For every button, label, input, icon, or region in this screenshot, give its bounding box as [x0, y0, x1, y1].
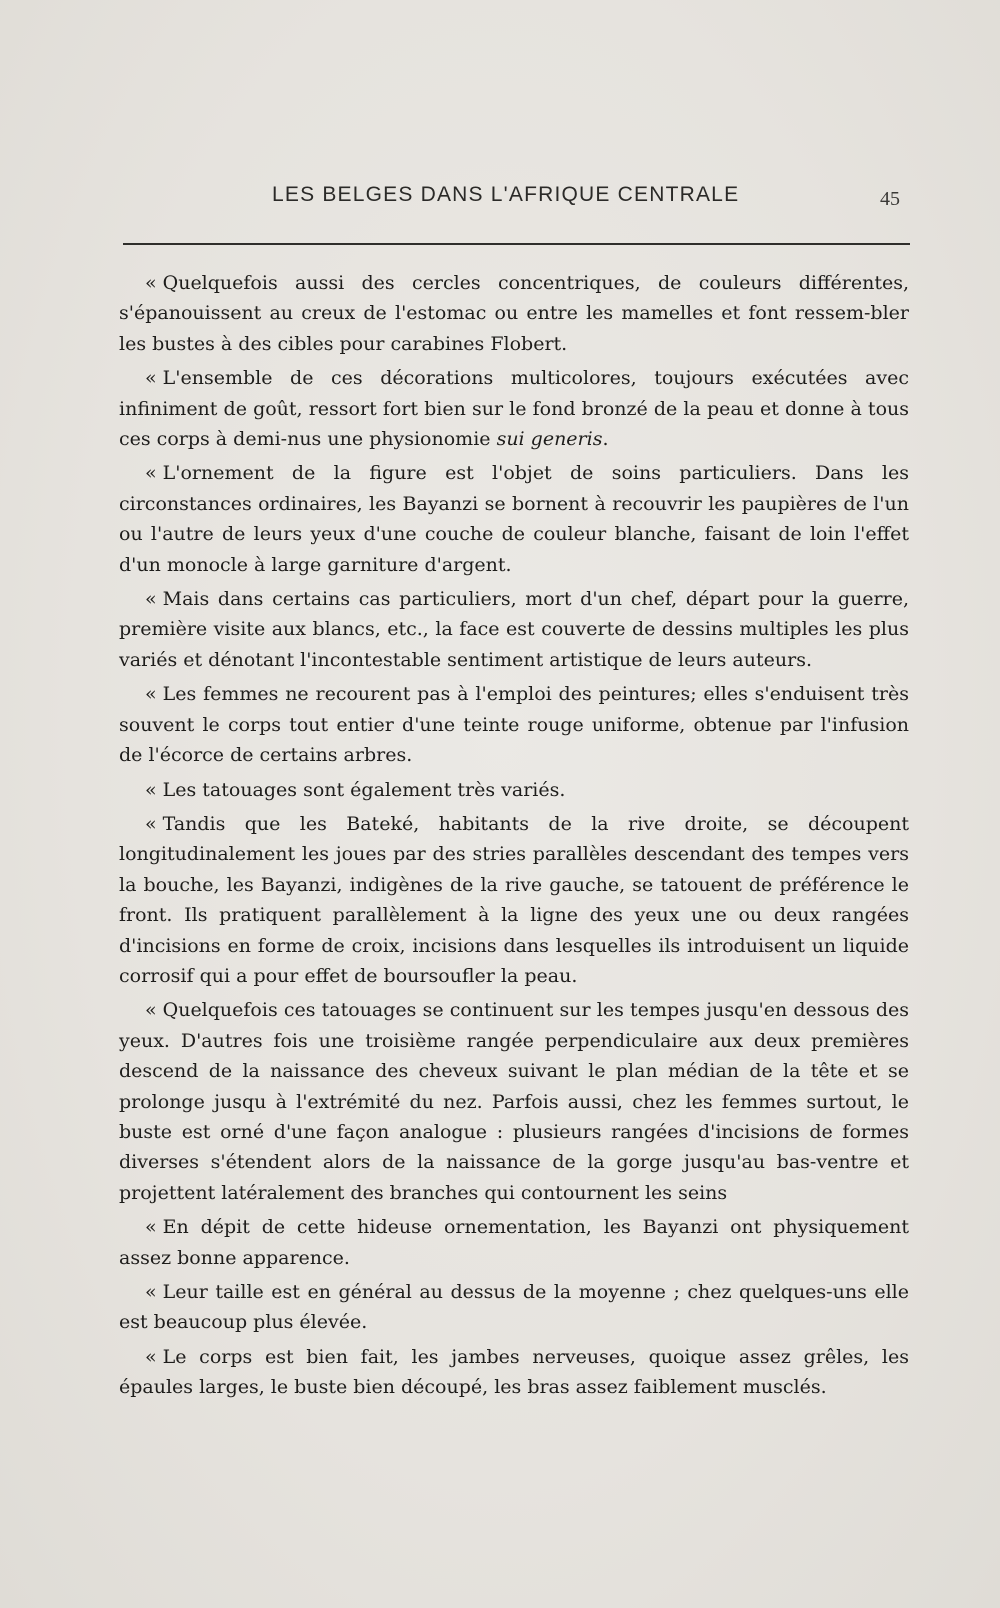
paragraph	[119, 458, 909, 580]
quote-mark: «	[145, 812, 157, 835]
running-title: LES BELGES DANS L'AFRIQUE CENTRALE	[272, 183, 740, 206]
body-text	[119, 268, 909, 1407]
running-head	[0, 183, 1000, 213]
header-rule	[123, 243, 910, 245]
paragraph	[119, 1342, 909, 1403]
paragraph	[119, 268, 909, 359]
paragraph	[119, 995, 909, 1208]
quote-mark: «	[145, 462, 157, 485]
paragraph-text: Le corps est bien fait, les jambes nerveuses, quoique assez grêles, les épaules larges, le buste bien découpé, les bras assez faiblement musclés.	[119, 1345, 909, 1399]
paragraph-text: L'ensemble de ces décorations multicolores, toujours exécutées avec infiniment de goût, ressort fort bien sur le fond bronzé de la peau et donne à tous ces corps à demi-nus une physionomie	[119, 367, 909, 451]
quote-mark: «	[145, 778, 157, 801]
paragraph-text: Quelquefois ces tatouages se continuent sur les tempes jusqu'en dessous des yeux. D'autres fois une troisième rangée perpendiculaire aux deux premières descend de la naissance des cheveux suivant le plan médian de la tête et se prolonge jusqu à l'extrémité du nez. Parfois aussi, chez les femmes surtout, le buste est orné d'une façon analogue : plusieurs rangées d'incisions de formes diverses s'étendent alors de la naissance de la gorge jusqu'au bas-ventre et projettent latéralement des branches qui contournent les seins	[119, 999, 909, 1204]
paragraph-text: Mais dans certains cas particuliers, mort d'un chef, départ pour la guerre, première visite aux blancs, etc., la face est couverte de dessins multiples les plus variés et dénotant l'incontestable sentiment artistique de leurs auteurs.	[119, 588, 909, 671]
quote-mark: «	[145, 588, 157, 611]
quote-mark: «	[145, 367, 157, 390]
paragraph-text: Les femmes ne recourent pas à l'emploi des peintures; elles s'enduisent très souvent le corps tout entier d'une teinte rouge uniforme, obtenue par l'infusion de l'écorce de certains arbres.	[119, 683, 909, 767]
paragraph-text: Quelquefois aussi des cercles concentriques, de couleurs différentes, s'épanouissent au creux de l'estomac ou entre les mamelles et font ressem-bler les bustes à des cibles pour carabines Flobert.	[119, 272, 909, 355]
quote-mark: «	[145, 1345, 157, 1368]
quote-mark: «	[145, 1281, 157, 1303]
paragraph	[119, 775, 909, 805]
italic-phrase: sui generis	[496, 428, 603, 451]
paragraph	[119, 1277, 909, 1338]
paragraph-text: Leur taille est en général au dessus de la moyenne ; chez quelques-uns elle est beaucoup plus élevée.	[119, 1281, 909, 1334]
quote-mark: «	[145, 999, 157, 1022]
paragraph-tail: .	[602, 428, 609, 451]
quote-mark: «	[145, 272, 157, 294]
page-number: 45	[880, 188, 900, 210]
paragraph	[119, 809, 909, 991]
paragraph	[119, 584, 909, 675]
quote-mark: «	[145, 683, 157, 706]
paragraph-text: En dépit de cette hideuse ornementation, les Bayanzi ont physiquement assez bonne apparence.	[119, 1216, 909, 1269]
paragraph-text: Les tatouages sont également très variés.	[162, 778, 566, 801]
paragraph	[119, 1212, 909, 1273]
paragraph-text: Tandis que les Bateké, habitants de la rive droite, se découpent longitudinalement les joues par des stries parallèles descendant des tempes vers la bouche, les Bayanzi, indigènes de la rive gauche, se tatouent de préférence le front. Ils pratiquent parallèlement à la ligne des yeux une ou deux rangées d'incisions en forme de croix, incisions dans lesquelles ils introduisent un liquide corrosif qui a pour effet de boursoufler la peau.	[119, 812, 909, 987]
paragraph	[119, 363, 909, 454]
paragraph	[119, 679, 909, 770]
quote-mark: «	[145, 1216, 157, 1239]
paragraph-text: L'ornement de la figure est l'objet de soins particuliers. Dans les circonstances ordinaires, les Bayanzi se bornent à recouvrir les paupières de l'un ou l'autre de leurs yeux d'une couche de couleur blanche, faisant de loin l'effet d'un monocle à large garniture d'argent.	[119, 462, 909, 576]
